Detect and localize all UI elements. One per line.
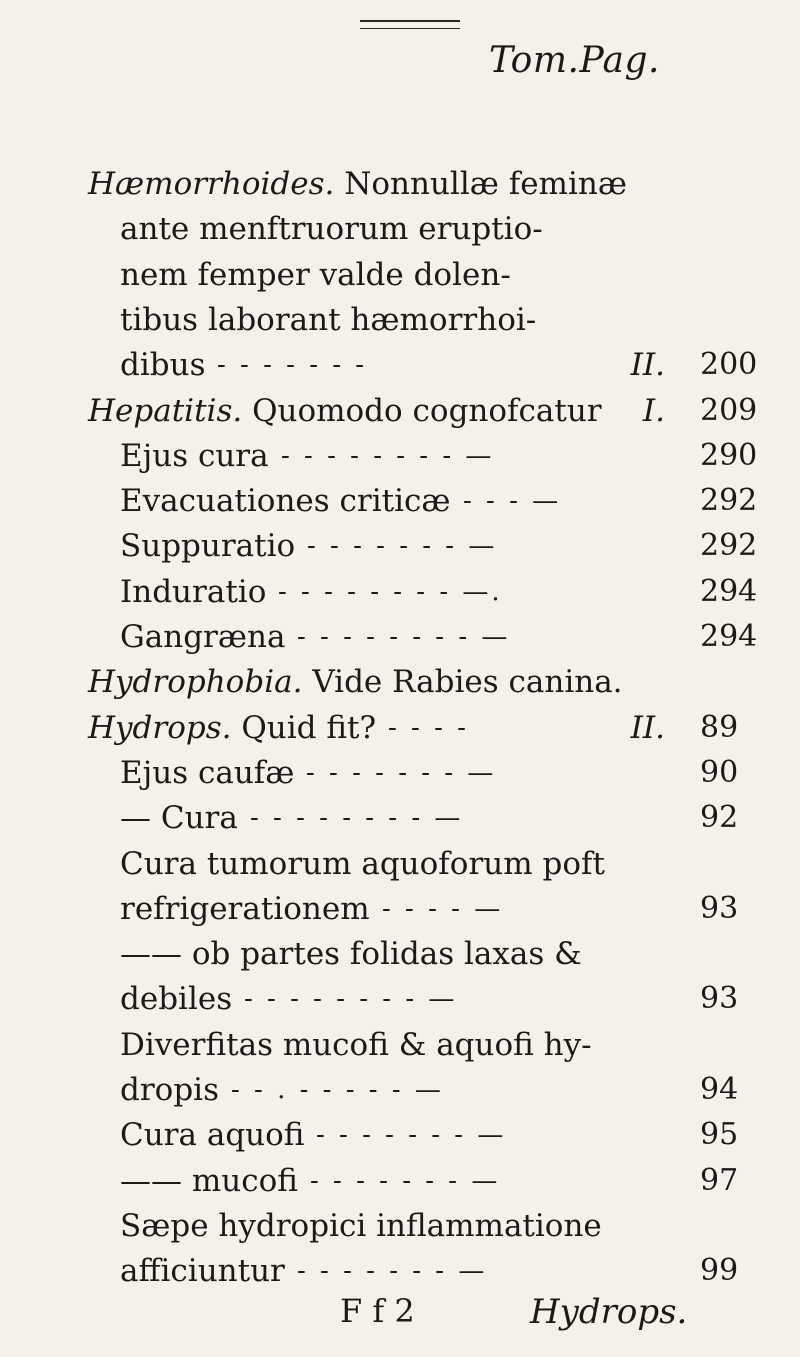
entry-line xyxy=(120,339,205,391)
dot-leaders: - - - - xyxy=(388,712,469,743)
index-entry xyxy=(0,747,800,799)
entry-text: Cura aquofi xyxy=(120,1117,305,1154)
index-entry xyxy=(0,385,800,437)
index-entry xyxy=(0,1155,800,1207)
entry-line xyxy=(120,430,269,482)
entry-text: dropis xyxy=(120,1072,219,1108)
entry-text: Sæpe hydropici inflammatione xyxy=(120,1207,602,1244)
dot-leaders: - - - - - - - - — xyxy=(250,803,464,834)
entry-heading: Hydrops. xyxy=(88,709,232,746)
dot-leaders: - - - - - - - - — xyxy=(297,622,511,652)
entry-text: —— mucofi xyxy=(120,1162,298,1199)
entry-text: — Cura xyxy=(120,800,238,837)
index-entry xyxy=(0,475,800,527)
index-entry xyxy=(0,339,800,391)
entry-line xyxy=(120,294,536,346)
entry-line xyxy=(120,973,232,1025)
entry-text: Ejus caufæ xyxy=(120,754,295,791)
page-number: 99 xyxy=(700,1253,739,1289)
entry-line xyxy=(120,747,294,799)
index-entry xyxy=(0,792,800,844)
header-rule xyxy=(360,20,460,29)
page-number: 292 xyxy=(700,528,758,564)
entry-text: debiles xyxy=(120,981,233,1018)
entry-text: ante menftruorum eruptio- xyxy=(120,211,543,248)
entry-line xyxy=(88,385,602,437)
signature-mark: F f 2 xyxy=(340,1292,415,1330)
dot-leaders: - - - - - - - - — xyxy=(244,984,458,1015)
dot-leaders: - - - — xyxy=(463,486,562,517)
entry-text: Suppuratio xyxy=(120,528,296,565)
page-number: 93 xyxy=(700,981,739,1017)
entry-line xyxy=(120,1019,592,1071)
index-entry xyxy=(0,566,800,618)
volume-number: I. xyxy=(642,392,665,429)
entry-line xyxy=(120,249,511,301)
page-number: 294 xyxy=(700,619,758,654)
entry-line xyxy=(120,1064,219,1116)
entry-line xyxy=(120,611,285,663)
entry-heading: Hydrophobia. xyxy=(88,664,303,701)
page-number: 94 xyxy=(700,1072,739,1107)
entry-heading: Hæmorrhoides. xyxy=(88,166,335,202)
page-number: 90 xyxy=(700,754,739,790)
page-number: 290 xyxy=(700,437,758,473)
entry-text: Cura tumorum aquoforum poft xyxy=(120,845,605,882)
page-number: 294 xyxy=(700,573,758,609)
entry-text: Ejus cura xyxy=(120,437,269,474)
index-entry xyxy=(0,1200,800,1252)
dot-leaders: - - - - - - - - — xyxy=(281,440,495,471)
index-entry xyxy=(0,1109,800,1161)
entry-text: refrigerationem xyxy=(120,890,370,927)
dot-leaders: - - . - - - - - — xyxy=(231,1075,444,1105)
index-entry xyxy=(0,520,800,572)
entry-text: nem femper valde dolen- xyxy=(120,256,511,293)
index-entry xyxy=(0,928,800,980)
index-entry xyxy=(0,294,800,346)
page-number: 95 xyxy=(700,1117,739,1153)
entry-line xyxy=(120,838,605,890)
page-number: 89 xyxy=(700,709,739,745)
index-entry xyxy=(0,883,800,935)
page-number: 93 xyxy=(700,890,739,926)
index-entry xyxy=(0,430,800,482)
entry-heading: Hepatitis. xyxy=(88,392,243,429)
volume-number: II. xyxy=(630,347,665,384)
entry-text: Induratio xyxy=(120,573,267,610)
entry-line xyxy=(88,702,376,754)
index-entry xyxy=(0,249,800,301)
page-number: 200 xyxy=(700,347,758,383)
entry-text: Gangræna xyxy=(120,619,286,655)
entry-line xyxy=(120,1200,602,1252)
dot-leaders: - - - - - - - xyxy=(217,350,368,381)
index-entry xyxy=(0,158,800,210)
entry-line xyxy=(120,883,370,935)
entry-line xyxy=(120,203,543,255)
page-number: 97 xyxy=(700,1162,739,1198)
entry-text: Quomodo cognofcatur xyxy=(252,392,602,429)
dot-leaders: - - - - - - - — xyxy=(306,757,497,788)
dot-leaders: - - - - - - - — xyxy=(316,1120,507,1151)
index-entry xyxy=(0,611,800,663)
entry-line xyxy=(120,792,238,844)
entry-line xyxy=(120,566,266,618)
index-entry xyxy=(0,838,800,890)
page-number: 292 xyxy=(700,483,758,519)
index-entry xyxy=(0,702,800,754)
index-entry xyxy=(0,1019,800,1071)
catchword: Hydrops. xyxy=(530,1292,688,1332)
index-entry xyxy=(0,656,800,708)
entry-line xyxy=(120,475,451,527)
entry-line xyxy=(120,928,582,980)
entry-text: Vide Rabies canina. xyxy=(312,664,623,701)
dot-leaders: - - - - - - - - —. xyxy=(278,576,503,607)
entry-text: Evacuationes criticæ xyxy=(120,483,451,520)
entry-text: afficiuntur xyxy=(120,1253,285,1290)
entry-line xyxy=(120,1155,298,1207)
page-number: 209 xyxy=(700,392,758,428)
entry-text: dibus xyxy=(120,347,206,384)
volume-number: II. xyxy=(630,709,665,746)
index-entry xyxy=(0,1245,800,1297)
dot-leaders: - - - - - - - — xyxy=(310,1165,501,1196)
dot-leaders: - - - - — xyxy=(382,893,504,924)
entry-line xyxy=(88,656,623,708)
entry-line xyxy=(120,1245,285,1297)
entry-text: tibus laborant hæmorrhoi- xyxy=(120,301,537,338)
entry-text: Nonnullæ feminæ xyxy=(344,166,627,202)
page-number: 92 xyxy=(700,800,739,836)
entry-text: Quid fit? xyxy=(241,709,377,746)
index-entry xyxy=(0,973,800,1025)
index-entry xyxy=(0,1064,800,1116)
entry-text: —— ob partes folidas laxas & xyxy=(120,936,582,973)
entry-line xyxy=(88,158,627,210)
entry-line xyxy=(120,1109,304,1161)
entry-text: Diverfitas mucofi & aquofi hy- xyxy=(120,1026,592,1063)
entry-line xyxy=(120,520,295,572)
dot-leaders: - - - - - - - — xyxy=(307,531,498,562)
column-header: Tom.Pag. xyxy=(488,40,660,81)
index-entry xyxy=(0,203,800,255)
dot-leaders: - - - - - - - — xyxy=(297,1256,488,1287)
